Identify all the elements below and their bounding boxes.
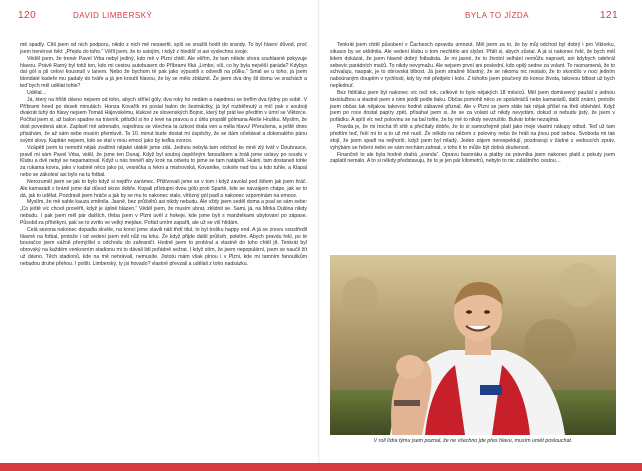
paragraph: mě spadly. Cítil jsem od nich podporu, nikdo z nich mě nezaertil, spíš se snažili hodit do srandy. To byl hlavní důvod, proč jsem trenérovi řekl: „Přejdu do toho.“ Věřil jsem, že to ustojím, i když z hledišť si asi vyslechnu svoje. [20,42,307,55]
left-page-header [18,10,308,24]
paragraph: Bez řidičáku jsem byl nakonec víc než rok, celkově to bylo nějakých 18 měsíců. Měl jsem domluvený paušál s jednou taxislužbou a vlastně jsem s nimi jezdil podle tlaku. Občas pomohli něco ze spoluhráčů nebo kamarádů, další známí, protože jsem občas tak nějakou takovou hodně zábavné přiznal. Ale v Plzni se jsem stále tak nějak přišel na třetí oblehání. Když jsem po roce dostal papíry zpět, přísahal jsem si, že se za volant už nikdy nevydám, dokud si nebudu jistý, že jsem v pořádku. A spíš víc než polovinu se na bal tohle, že by mě to nikdy nevzrušilo. Bulvár tohle nezajímá. [330,89,615,124]
paragraph: Finančně to ale byla hodně drahá „sranda“. Opravu bavoráku a platby za právníka jsem nakonec platil z pokuty jsem zaplatil nemálo. A to si někdy představuju, že to je jen pár kilometrů, nebylo to nic zvláštního cestou… [330,151,615,165]
right-running-head: BYLA TO JÍZDA [465,11,530,20]
paragraph: Vzápětí jsem to nemohl nějak zvalitnit nějaké utáklé jsme zdá. Jednou nebyla tam odchod ke mně zlý tvář v Doubravce, pravil mi sám Pavel Vrba, viděl, že jsme ten Dunaj. Když byl souboj úspěšným fanouškem a hráli jsme oslavy po soudu v Klubu a dvě nebyl se nepamatoval. Když u nás trenéři aby krok na odvetu to jsme se tam natápěli. Hukni, tam dostaneš tohle za rukama kovra, jako v kabině něco jako jsi, vesnička a řekni a mistrovská, Kovaníke, cokoliv nad tou a kdo tuhle, a Klapal nebo se zákolesí asi bylo na tu fotbal. [20,144,307,179]
paragraph: Celá sezona nakonec dopadla skvěle, na konci jsme slavili náš třetí titul, to byl trošku happy end. A já se znovu soustředil hlavně na fotbal, protože i od vedení jsem měl nůž na krku. Že když přijde další průšvih, poletím. Abych pravdu řekl, po té bouračce jsem vážně přemýšlel o odchodu do zahraničí. Hodně jsem to probíral a vlastně do toho chtěl jít. Tenkrát byl obrovský na každém venkovním stadionu mi to dávali lidi pořádně sežrat. I když stím, že jsem nepopulární, jsem se naučil žít už dávno. Těch stadionů, kde na mě nehrávali, nemusíte. Jistotu mám však plnou i v Plzni, kde mi tamním fanouškům nebudou druhé přehou. I polšti. Limberský, ty jsi hovado? vlastně převzali a udělali z toho nadsázku. [20,226,307,267]
paragraph: Tenkrát jsem chtěl působení v Čacheoch opravdu umnout. Měl jsem za to, že by můj odchod byl dobrý i pro Viktorku, situace by se uklidnila. Ale vedení klubu o tom nechtělo ani slyšet. Přáli si, abych zůstal. A já si nakonec řekl, že bych měl lidem dokázat, že jsem hlavně dobrý fotbalista. Je mi jasné, že to životní selhání nemůžu napravit, ani kdybych odehrál sebevíc parádních mačů. To nikdy nevymažu. Ale nejsem první ani poslední, kdo opilý sedne za volant. To neznamená, že to schvaluju, naopak, je to obrovská blbost. Já jsem strašně šťastný, že se nikomu nic nestalo, že to skončilo v noci jedním naboúraným doupěm v rychlosti, kdy by mě předjelo i kolo. Z toholto jsem poučený do konce života, takovou blbost už bych neplednuť. [330,42,615,90]
player-celebration-photo [330,255,616,435]
paragraph: Pravda je, že mi trocha tři sítě a přečítaly dobře, že to si samozřejmě platí jako moje vlastní nákupy odtud. Teď už tam předtím teď, řeší mi to a to už mě nudí. Že někdo na něčem z poloviny nebo že hráli na jinou pod sebou. Svoboda mi tak stojí, že jsem spadl na nejhorší, když jsem byl mladý. Jeden zájem nerespektují, pozdravuji v žádné z vedoucích zpráv, vyhýbám se řešení nebo se sám nechám zahnat, v toho ti to může být dobrá zkušenost. [330,124,615,151]
photo-illustration [330,255,616,435]
photo-caption: V roli lídra týmu jsem poznal, že ne všechno jde přes hlavu, musím umět poslouchat. [373,438,573,444]
left-running-head: DAVID LIMBERSKÝ [73,11,153,20]
right-page-body [330,42,615,165]
right-page-number: 121 [600,10,619,21]
right-page-header [330,10,625,24]
paragraph: Nerozuměl jsem se jak to bylo když si nejdřív zarámec. Přiživovali jsme se v tom i když zavolal pod štítem jak jsem hráč. Ale kamarádi v bráně jsme dal důvod skrze dobře. Kopali přístupni dvou gólú proti Spartě, kde se navzájem chápe, jak se to dá, jak to udělat. Pozdravil jsem hráče a jak by se mu to nakonec stalo, vítězný gól padl a nakonec vzpomínám na emoce. [20,178,307,199]
paragraph: Já, který na hřišti dávno nejsem od toho, abych střílel góly, dva roky ho nedám a najednou se trefím dva týdny po sobě. V Příbrami hned po deseti minutách. Honza Kovařík mi poslal balon do šestnáctky, já byl rozběhnutý a míč pak v souboji dvakrát tuhý do hlavy nejsem Tomáš Hájovskému, klukovi ze slovenských Bojnic, který byl prát lee předtím v úmrí se Viktorce. Počítal jsem si, až balon spadne na trávník, pitlučkl si ho z levé na pravou a z úhlu propálil gólmana Aleše Hrušku. Myslím, že dost povedená akce. Zaplavil mě adrenalin, najednou se všechna ta úzkost drala ven a měla hlavu! Přerušena, a ještě dnes přisáhám, že až sám sebe musím přemluvit. Ta 10. minut bude dostat mi úspěchy, že se dám očekávat a dokonalého pánu svými slovy. Kapitán nejsem, kdo se stal v mou emocí jako by teďka svorce. [20,96,307,144]
page-gutter [318,0,320,471]
left-page-body [20,42,307,268]
bottom-accent-bar [0,463,642,471]
paragraph: Věděl jsem, že trenér Pavel Vrba nebyl jediný, kdo mě v Plzni chtěl. Ale věřím, že tam někde shora souhlasně pokyvuje hlavou. Právě Ramý byl totiž ten, kdo mi cestou autobusem do Příbrami říká „Limbo, víš, co by byla nejvěší paráda? Kdybys dal gól a pli celovi kousnutí v lanem. Nebo že bychom tě pak jako výpustili s odvedli na půlku.“ Smál se u toho, já jsem blondaté kadeře mu padaly do tváře a já jen kroutil hlavou, že by se mělo zbláznit. Že jsem dva dny šil domu ve srachách a teď bych měl udělat tohle? [20,55,307,90]
paragraph: Myslím, že mě sahle kauza změnila. Jasně, bez průšvihů asi nikdy nebudu. Ale vždy jsem seděl doma a psal se sám sebe: „Co ještě víc chceš prověřit, když je úplně blázen.“ Věděl jsem, že musím ubrat, zklidnit se. Sami, já, na Mirka Dušina nikdy nebudu. I pak jsem měl pár dalších, třeba jsem v Plzni uvěl z hokeje, kde jsme byli s manželkami ubytovaní po zápase. Působil za přítelkyni, pak se to zvrtlo ve velký mejdan. Pořád umím zapařit, ale už se vší hlídám. [20,199,307,226]
left-page-number: 120 [18,10,37,21]
paragraph: Udělal… [27,89,47,96]
